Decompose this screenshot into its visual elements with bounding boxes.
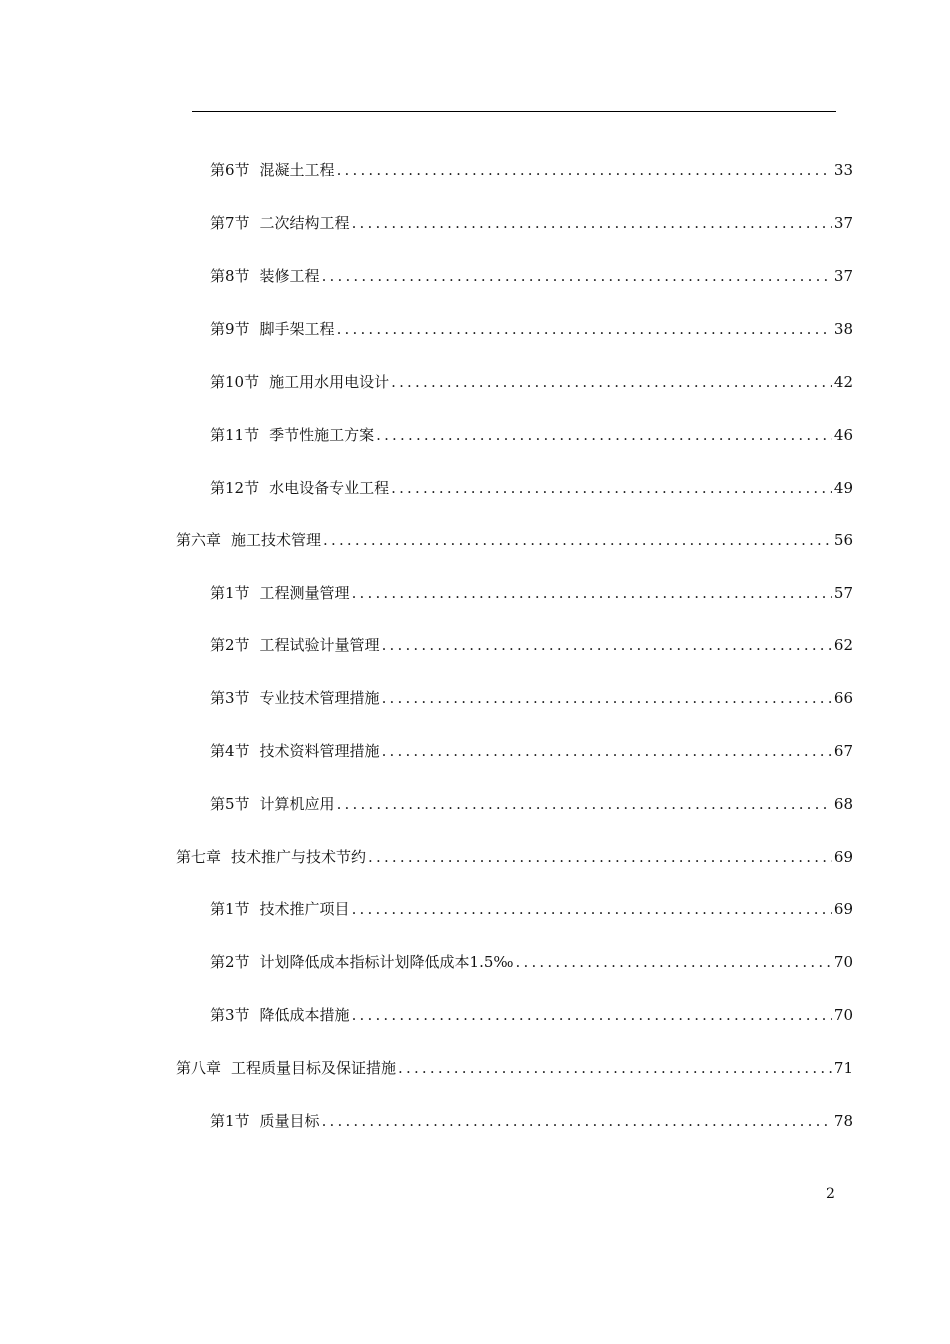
toc-entry-label: 第2节 xyxy=(210,953,250,971)
toc-entry-title: 技术推广与技术节约 xyxy=(231,848,367,866)
toc-entry-title: 混凝土工程 xyxy=(259,161,335,179)
dot-leader xyxy=(391,478,832,498)
toc-entry-page: 67 xyxy=(833,742,853,760)
toc-entry[interactable] xyxy=(210,948,853,972)
toc-entry[interactable] xyxy=(210,631,853,655)
toc-entry-page: 71 xyxy=(833,1059,853,1077)
toc-entry-page: 37 xyxy=(833,267,853,285)
toc-entry-label: 第1节 xyxy=(210,900,250,918)
page-number: 2 xyxy=(826,1186,835,1202)
toc-entry-title: 技术资料管理措施 xyxy=(259,742,380,760)
toc-entry-title: 脚手架工程 xyxy=(259,320,335,338)
dot-leader xyxy=(352,1005,832,1025)
toc-entry-page: 57 xyxy=(833,584,853,602)
toc-entry[interactable] xyxy=(210,684,853,708)
toc-entry-page: 33 xyxy=(833,161,853,179)
toc-entry-label: 第2节 xyxy=(210,636,250,654)
toc-entry-title: 计算机应用 xyxy=(259,795,335,813)
toc-entry-page: 70 xyxy=(833,1006,853,1024)
toc-entry-label: 第六章 xyxy=(176,531,222,549)
toc-entry-label: 第八章 xyxy=(176,1059,222,1077)
toc-entry-page: 42 xyxy=(833,373,853,391)
toc-entry-label: 第10节 xyxy=(210,373,260,391)
toc-entry-title: 季节性施工方案 xyxy=(269,426,375,444)
toc-entry-page: 69 xyxy=(833,900,853,918)
toc-entry-page: 69 xyxy=(833,848,853,866)
dot-leader xyxy=(382,741,832,761)
toc-entry-page: 46 xyxy=(833,426,853,444)
toc-entry-chapter[interactable] xyxy=(176,1054,853,1078)
dot-leader xyxy=(322,1111,832,1131)
toc-entry-label: 第3节 xyxy=(210,689,250,707)
dot-leader xyxy=(382,688,832,708)
toc-entry[interactable] xyxy=(210,262,853,286)
toc-entry-label: 第3节 xyxy=(210,1006,250,1024)
toc-entry-page: 37 xyxy=(833,214,853,232)
toc-entry-label: 第9节 xyxy=(210,320,250,338)
toc-entry[interactable] xyxy=(210,895,853,919)
toc-entry-label: 第7节 xyxy=(210,214,250,232)
toc-entry[interactable] xyxy=(210,474,853,498)
dot-leader xyxy=(323,530,832,550)
toc-entry-label: 第5节 xyxy=(210,795,250,813)
toc-entry-page: 62 xyxy=(833,636,853,654)
dot-leader xyxy=(368,847,832,867)
dot-leader xyxy=(337,160,832,180)
toc-entry-label: 第七章 xyxy=(176,848,222,866)
toc-entry-title: 施工技术管理 xyxy=(231,531,322,549)
toc-entry[interactable] xyxy=(210,790,853,814)
dot-leader xyxy=(337,319,832,339)
toc-entry[interactable] xyxy=(210,315,853,339)
toc-entry-title: 专业技术管理措施 xyxy=(259,689,380,707)
toc-entry-title: 计划降低成本指标计划降低成本1.5‰ xyxy=(259,953,514,971)
toc-entry-page: 66 xyxy=(833,689,853,707)
toc-entry-page: 78 xyxy=(833,1112,853,1130)
dot-leader xyxy=(352,213,832,233)
toc-entry-chapter[interactable] xyxy=(176,526,853,550)
toc-entry-title: 水电设备专业工程 xyxy=(269,479,390,497)
toc-entry[interactable] xyxy=(210,368,853,392)
toc-entry-page: 49 xyxy=(833,479,853,497)
toc-entry[interactable] xyxy=(210,737,853,761)
toc-entry[interactable] xyxy=(210,1107,853,1131)
toc-entry[interactable] xyxy=(210,421,853,445)
toc-entry[interactable] xyxy=(210,1001,853,1025)
toc-entry-label: 第6节 xyxy=(210,161,250,179)
toc-entry-label: 第1节 xyxy=(210,584,250,602)
toc-entry-label: 第11节 xyxy=(210,426,260,444)
toc-entry-title: 降低成本措施 xyxy=(259,1006,350,1024)
toc-entry-page: 38 xyxy=(833,320,853,338)
toc-entry-title: 装修工程 xyxy=(259,267,320,285)
toc-entry-label: 第8节 xyxy=(210,267,250,285)
toc-entry[interactable] xyxy=(210,156,853,180)
toc-entry-chapter[interactable] xyxy=(176,843,853,867)
dot-leader xyxy=(352,583,832,603)
toc-entry-label: 第12节 xyxy=(210,479,260,497)
toc-entry-title: 工程质量目标及保证措施 xyxy=(231,1059,397,1077)
dot-leader xyxy=(382,635,832,655)
toc-entry-label: 第1节 xyxy=(210,1112,250,1130)
toc-entry[interactable] xyxy=(210,209,853,233)
toc-entry-title: 质量目标 xyxy=(259,1112,320,1130)
toc-entry-title: 施工用水用电设计 xyxy=(269,373,390,391)
dot-leader xyxy=(391,372,832,392)
dot-leader xyxy=(376,425,832,445)
toc-entry-page: 70 xyxy=(833,953,853,971)
toc-entry-title: 工程试验计量管理 xyxy=(259,636,380,654)
toc-entry-title: 二次结构工程 xyxy=(259,214,350,232)
dot-leader xyxy=(352,899,832,919)
dot-leader xyxy=(322,266,832,286)
toc-entry-title: 技术推广项目 xyxy=(259,900,350,918)
header-rule xyxy=(192,111,836,112)
toc-entry-title: 工程测量管理 xyxy=(259,584,350,602)
toc-entry[interactable] xyxy=(210,579,853,603)
toc-entry-page: 68 xyxy=(833,795,853,813)
dot-leader xyxy=(398,1058,832,1078)
dot-leader xyxy=(516,952,832,972)
toc-entry-label: 第4节 xyxy=(210,742,250,760)
toc-entry-page: 56 xyxy=(833,531,853,549)
dot-leader xyxy=(337,794,832,814)
